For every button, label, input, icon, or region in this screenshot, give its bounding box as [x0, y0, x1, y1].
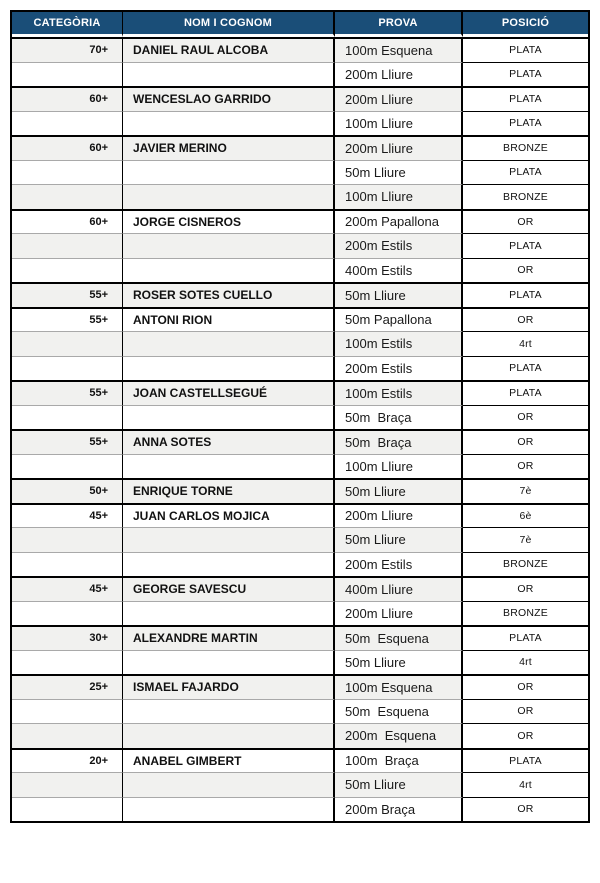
table-row	[12, 37, 588, 62]
cell-prova: 50m Lliure	[335, 478, 463, 503]
table-row	[12, 160, 588, 185]
cell-nom	[123, 772, 335, 797]
results-body	[12, 37, 588, 821]
cell-prova: 100m Lliure	[335, 184, 463, 209]
cell-nom	[123, 552, 335, 577]
cell-categoria	[12, 527, 123, 552]
cell-nom: JAVIER MERINO	[123, 135, 335, 160]
cell-posicio: 6è	[463, 503, 588, 528]
cell-categoria: 45+	[12, 576, 123, 601]
cell-prova: 100m Braça	[335, 748, 463, 773]
table-row	[12, 184, 588, 209]
cell-nom: DANIEL RAUL ALCOBA	[123, 37, 335, 62]
cell-nom	[123, 62, 335, 87]
table-header	[12, 12, 588, 37]
cell-posicio: OR	[463, 429, 588, 454]
cell-posicio: OR	[463, 576, 588, 601]
cell-nom: WENCESLAO GARRIDO	[123, 86, 335, 111]
cell-categoria	[12, 797, 123, 822]
cell-categoria	[12, 184, 123, 209]
table-row	[12, 233, 588, 258]
table-row	[12, 748, 588, 773]
cell-posicio: PLATA	[463, 62, 588, 87]
table-row	[12, 454, 588, 479]
table-row	[12, 258, 588, 283]
table-row	[12, 552, 588, 577]
cell-posicio: 4rt	[463, 650, 588, 675]
cell-posicio: PLATA	[463, 86, 588, 111]
cell-nom: ALEXANDRE MARTIN	[123, 625, 335, 650]
table-row	[12, 405, 588, 430]
cell-posicio: PLATA	[463, 233, 588, 258]
column-header-posicio: POSICIÓ	[463, 12, 588, 37]
cell-categoria: 20+	[12, 748, 123, 773]
cell-prova: 50m Braça	[335, 429, 463, 454]
table-row	[12, 527, 588, 552]
cell-categoria: 45+	[12, 503, 123, 528]
cell-nom	[123, 601, 335, 626]
cell-categoria: 70+	[12, 37, 123, 62]
cell-prova: 50m Lliure	[335, 650, 463, 675]
cell-prova: 50m Lliure	[335, 527, 463, 552]
table-row	[12, 429, 588, 454]
table-row	[12, 307, 588, 332]
cell-posicio: PLATA	[463, 380, 588, 405]
cell-posicio: 7è	[463, 527, 588, 552]
cell-nom	[123, 650, 335, 675]
cell-nom	[123, 184, 335, 209]
cell-prova: 50m Lliure	[335, 160, 463, 185]
cell-categoria	[12, 772, 123, 797]
column-header-nom: NOM I COGNOM	[123, 12, 335, 37]
cell-posicio: BRONZE	[463, 135, 588, 160]
cell-categoria	[12, 601, 123, 626]
table-row	[12, 723, 588, 748]
table-row	[12, 62, 588, 87]
table-row	[12, 356, 588, 381]
cell-prova: 50m Lliure	[335, 772, 463, 797]
table-row	[12, 772, 588, 797]
cell-nom: JORGE CISNEROS	[123, 209, 335, 234]
cell-categoria	[12, 552, 123, 577]
cell-nom	[123, 356, 335, 381]
cell-posicio: 4rt	[463, 772, 588, 797]
cell-categoria: 60+	[12, 209, 123, 234]
cell-nom	[123, 160, 335, 185]
cell-posicio: OR	[463, 674, 588, 699]
cell-posicio: OR	[463, 209, 588, 234]
cell-categoria: 50+	[12, 478, 123, 503]
cell-prova: 50m Lliure	[335, 282, 463, 307]
cell-prova: 100m Estils	[335, 331, 463, 356]
table-row	[12, 331, 588, 356]
cell-posicio: OR	[463, 405, 588, 430]
cell-categoria: 30+	[12, 625, 123, 650]
cell-categoria: 55+	[12, 429, 123, 454]
table-row	[12, 111, 588, 136]
cell-categoria	[12, 454, 123, 479]
cell-prova: 100m Lliure	[335, 454, 463, 479]
cell-prova: 50m Esquena	[335, 625, 463, 650]
cell-nom	[123, 454, 335, 479]
cell-categoria: 60+	[12, 86, 123, 111]
cell-prova: 50m Esquena	[335, 699, 463, 724]
cell-prova: 200m Lliure	[335, 135, 463, 160]
cell-nom: ANTONI RION	[123, 307, 335, 332]
table-row	[12, 625, 588, 650]
table-row	[12, 478, 588, 503]
cell-nom	[123, 723, 335, 748]
cell-posicio: BRONZE	[463, 552, 588, 577]
cell-prova: 100m Esquena	[335, 674, 463, 699]
cell-categoria: 60+	[12, 135, 123, 160]
cell-categoria	[12, 331, 123, 356]
cell-nom	[123, 331, 335, 356]
table-row	[12, 380, 588, 405]
cell-posicio: BRONZE	[463, 601, 588, 626]
cell-categoria	[12, 62, 123, 87]
cell-nom: ENRIQUE TORNE	[123, 478, 335, 503]
cell-nom: ROSER SOTES CUELLO	[123, 282, 335, 307]
cell-prova: 200m Esquena	[335, 723, 463, 748]
cell-prova: 50m Papallona	[335, 307, 463, 332]
column-header-prova: PROVA	[335, 12, 463, 37]
cell-prova: 100m Esquena	[335, 37, 463, 62]
table-row	[12, 576, 588, 601]
cell-categoria	[12, 233, 123, 258]
header-row	[12, 12, 588, 37]
cell-categoria	[12, 405, 123, 430]
cell-categoria	[12, 258, 123, 283]
cell-posicio: PLATA	[463, 111, 588, 136]
table-row	[12, 282, 588, 307]
cell-nom	[123, 233, 335, 258]
cell-posicio: 7è	[463, 478, 588, 503]
cell-prova: 200m Papallona	[335, 209, 463, 234]
cell-posicio: OR	[463, 699, 588, 724]
table-row	[12, 209, 588, 234]
cell-prova: 200m Estils	[335, 233, 463, 258]
cell-prova: 200m Estils	[335, 552, 463, 577]
cell-nom: JOAN CASTELLSEGUÉ	[123, 380, 335, 405]
cell-posicio: PLATA	[463, 748, 588, 773]
cell-nom	[123, 797, 335, 822]
cell-prova: 200m Lliure	[335, 601, 463, 626]
cell-posicio: OR	[463, 307, 588, 332]
cell-nom	[123, 405, 335, 430]
cell-posicio: PLATA	[463, 160, 588, 185]
cell-categoria	[12, 699, 123, 724]
cell-posicio: OR	[463, 258, 588, 283]
cell-prova: 200m Braça	[335, 797, 463, 822]
table-row	[12, 797, 588, 822]
cell-nom: ANNA SOTES	[123, 429, 335, 454]
cell-posicio: OR	[463, 723, 588, 748]
column-header-categoria: CATEGÒRIA	[12, 12, 123, 37]
results-table-container	[10, 10, 590, 823]
cell-prova: 200m Lliure	[335, 503, 463, 528]
cell-prova: 200m Estils	[335, 356, 463, 381]
cell-categoria: 55+	[12, 380, 123, 405]
cell-nom: ISMAEL FAJARDO	[123, 674, 335, 699]
table-row	[12, 86, 588, 111]
cell-categoria	[12, 723, 123, 748]
cell-nom: GEORGE SAVESCU	[123, 576, 335, 601]
cell-posicio: OR	[463, 454, 588, 479]
cell-categoria	[12, 356, 123, 381]
cell-posicio: 4rt	[463, 331, 588, 356]
cell-nom	[123, 699, 335, 724]
cell-posicio: BRONZE	[463, 184, 588, 209]
cell-categoria: 55+	[12, 282, 123, 307]
table-row	[12, 601, 588, 626]
table-row	[12, 699, 588, 724]
cell-nom: ANABEL GIMBERT	[123, 748, 335, 773]
cell-nom	[123, 111, 335, 136]
cell-posicio: PLATA	[463, 282, 588, 307]
cell-prova: 400m Lliure	[335, 576, 463, 601]
cell-categoria	[12, 111, 123, 136]
cell-posicio: PLATA	[463, 625, 588, 650]
cell-prova: 50m Braça	[335, 405, 463, 430]
cell-nom	[123, 527, 335, 552]
cell-nom: JUAN CARLOS MOJICA	[123, 503, 335, 528]
cell-prova: 400m Estils	[335, 258, 463, 283]
cell-prova: 200m Lliure	[335, 86, 463, 111]
cell-prova: 100m Lliure	[335, 111, 463, 136]
cell-posicio: PLATA	[463, 37, 588, 62]
table-row	[12, 674, 588, 699]
cell-categoria: 55+	[12, 307, 123, 332]
table-row	[12, 503, 588, 528]
cell-posicio: PLATA	[463, 356, 588, 381]
table-row	[12, 135, 588, 160]
cell-prova: 100m Estils	[335, 380, 463, 405]
cell-nom	[123, 258, 335, 283]
cell-categoria	[12, 160, 123, 185]
results-table	[12, 12, 588, 821]
cell-categoria: 25+	[12, 674, 123, 699]
cell-categoria	[12, 650, 123, 675]
cell-prova: 200m Lliure	[335, 62, 463, 87]
cell-posicio: OR	[463, 797, 588, 822]
table-row	[12, 650, 588, 675]
